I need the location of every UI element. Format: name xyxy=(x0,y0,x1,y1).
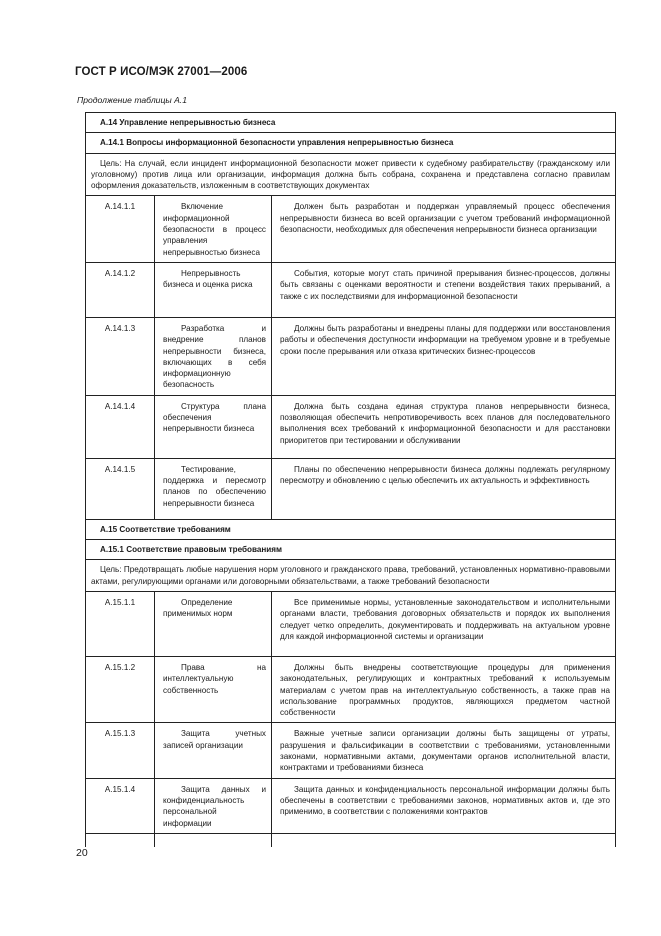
control-name: Тестирование, поддержка и пересмотр планов по обеспечению непрерывности бизнеса xyxy=(155,458,272,519)
control-description: Защита данных и конфиденциальность персональной информации должны быть обеспечены в соответствии с требованиями законов, нормативных актов и, где это применимо, в соответствии с положениями контрактов xyxy=(272,778,616,833)
control-name: Структура плана обеспечения непрерывности бизнеса xyxy=(155,395,272,458)
control-row xyxy=(86,778,616,833)
control-name: Непрерывность бизнеса и оценка риска xyxy=(155,262,272,317)
control-row xyxy=(86,458,616,519)
control-row xyxy=(86,196,616,262)
control-name: Включение информационной безопасности в процесс управления непрерывностью бизнеса xyxy=(155,196,272,262)
control-description: Должны быть внедрены соответствующие процедуры для применения законодательных, регулирующих и контрактных требований к используемым материалам с учетом прав на интеллектуальную собственность, а также прав на использование программных продуктов, являющихся предметом частной собственности xyxy=(272,656,616,722)
control-row xyxy=(86,262,616,317)
control-description: Должен быть разработан и поддержан управляемый процесс обеспечения непрерывности бизнеса во всей организации с учетом требований информационной безопасности, необходимых для обеспечения непрерывности бизнеса организации xyxy=(272,196,616,262)
goal-row xyxy=(86,153,616,196)
subsection-row xyxy=(86,133,616,153)
table-caption: Продолжение таблицы А.1 xyxy=(77,95,187,105)
control-row xyxy=(86,723,616,778)
control-id: А.14.1.4 xyxy=(86,395,155,458)
goal-row xyxy=(86,560,616,592)
section-row xyxy=(86,519,616,539)
control-description: Важные учетные записи организации должны быть защищены от утраты, разрушения и фальсификации в соответствии с требованиями, установленными законами, нормативными актами, документами органов исполнительной власти, контрактами и требованиями бизнеса xyxy=(272,723,616,778)
subsection-row xyxy=(86,540,616,560)
subsection-title: А.14.1 Вопросы информационной безопасности управления непрерывностью бизнеса xyxy=(86,133,616,153)
control-description: Все применимые нормы, установленные законодательством и исполнительными органами власти, требования договорных обязательств и порядок их выполнения следует четко определить, документировать и поддерживать на актуальном уровне для каждой информационной системы и организации xyxy=(272,591,616,656)
control-id: А.15.1.2 xyxy=(86,656,155,722)
control-id: А.14.1.5 xyxy=(86,458,155,519)
section-goal: Цель: Предотвращать любые нарушения норм уголовного и гражданского права, требований, установленных нормативно-правовыми актами, регулирующими органами или договорными обязательствами, а также требований безопасности xyxy=(86,560,616,592)
control-id: А.15.1.3 xyxy=(86,723,155,778)
control-description: Должна быть создана единая структура планов непрерывности бизнеса, позволяющая обеспечить непротиворечивость всех планов для последовательного выполнения всех требований к информационной безопасности и для расстановки приоритетов при тестировании и обслуживании xyxy=(272,395,616,458)
page-header: ГОСТ Р ИСО/МЭК 27001—2006 xyxy=(75,66,248,78)
control-id: А.14.1.3 xyxy=(86,317,155,395)
controls-table xyxy=(85,112,616,847)
continuation-cell xyxy=(272,833,616,847)
control-id: А.15.1.1 xyxy=(86,591,155,656)
control-name: Определение применимых норм xyxy=(155,591,272,656)
section-goal: Цель: На случай, если инцидент информационной безопасности может привести к судебному разбирательству (гражданскому или уголовному) против лица или организации, информация должна быть собрана, сохранена и представлена согласно правилам оформления доказательств, изложенным в соответствующих документах xyxy=(86,153,616,196)
continuation-cell xyxy=(155,833,272,847)
control-name: Защита данных и конфиденциальность персональной информации xyxy=(155,778,272,833)
control-row xyxy=(86,591,616,656)
control-row xyxy=(86,656,616,722)
section-title: А.14 Управление непрерывностью бизнеса xyxy=(86,113,616,133)
control-row xyxy=(86,317,616,395)
page-number: 20 xyxy=(76,847,88,859)
section-row xyxy=(86,113,616,133)
control-row xyxy=(86,395,616,458)
control-description: Должны быть разработаны и внедрены планы для поддержки или восстановления работы и обеспечения доступности информации на требуемом уровне и в требуемые сроки после прерывания или отказа критических бизнес-процессов xyxy=(272,317,616,395)
table-continuation xyxy=(86,833,616,847)
control-name: Защита учетных записей организации xyxy=(155,723,272,778)
control-id: А.14.1.2 xyxy=(86,262,155,317)
control-id: А.15.1.4 xyxy=(86,778,155,833)
control-description: События, которые могут стать причиной прерывания бизнес-процессов, должны быть связаны с оценками вероятности и степени воздействия таких прерываний, а также с их последствиями для информационной безопасности xyxy=(272,262,616,317)
control-name: Права на интеллектуальную собственность xyxy=(155,656,272,722)
continuation-cell xyxy=(86,833,155,847)
section-title: А.15 Соответствие требованиям xyxy=(86,519,616,539)
control-id: А.14.1.1 xyxy=(86,196,155,262)
control-name: Разработка и внедрение планов непрерывности бизнеса, включающих в себя информационную безопасность xyxy=(155,317,272,395)
subsection-title: А.15.1 Соответствие правовым требованиям xyxy=(86,540,616,560)
control-description: Планы по обеспечению непрерывности бизнеса должны подлежать регулярному пересмотру и обновлению с целью обеспечить их актуальность и эффективность xyxy=(272,458,616,519)
